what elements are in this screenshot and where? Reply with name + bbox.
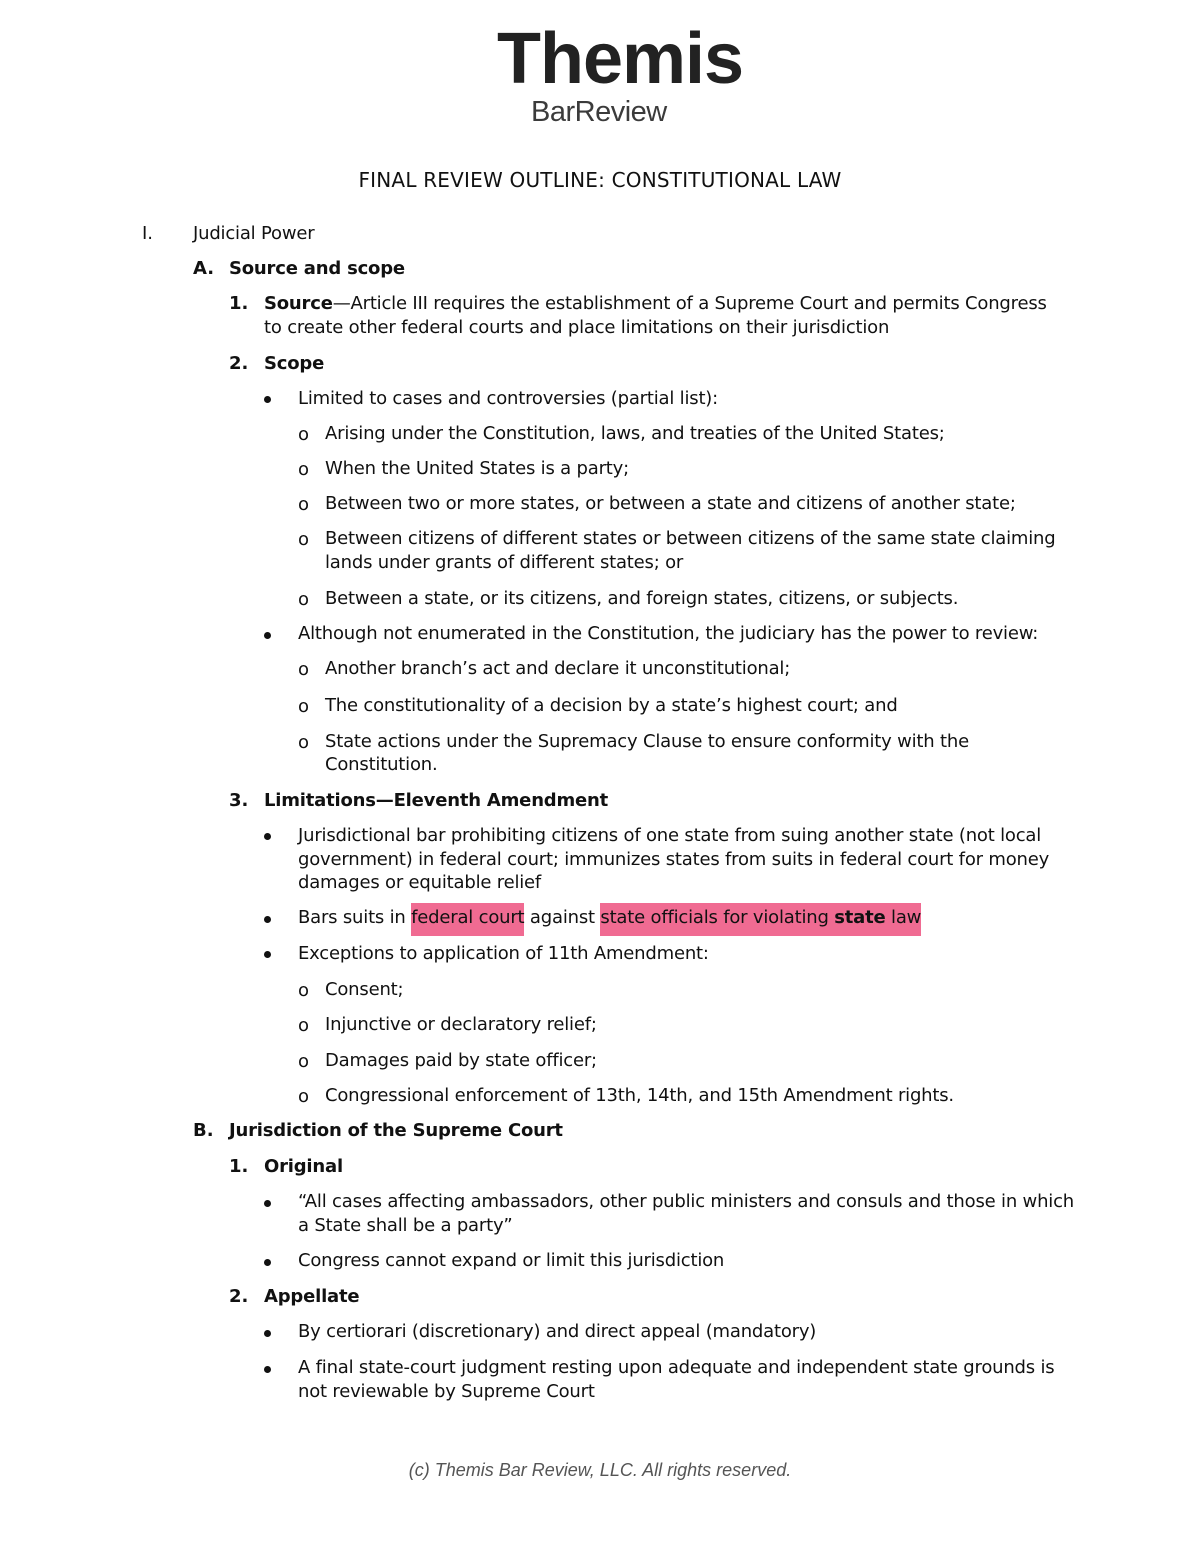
themis-logo xyxy=(497,19,744,128)
bullet-text-continued: damages or equitable relief xyxy=(298,872,542,893)
sub-bullet-icon: o xyxy=(298,980,310,1001)
text-segment: state officials for violating xyxy=(600,907,835,928)
item-label: Scope xyxy=(264,353,325,374)
text-segment: Bars suits in xyxy=(298,907,412,928)
sub-bullet-text: State actions under the Supremacy Clause to ensure conformity with the xyxy=(325,731,969,752)
subsection-letter: A. xyxy=(193,258,215,279)
bullet-text: “All cases affecting ambassadors, other public ministers and consuls and those in which xyxy=(298,1191,1074,1212)
bullet-text: By certiorari (discretionary) and direct appeal (mandatory) xyxy=(298,1321,817,1342)
sub-bullet-icon: o xyxy=(298,424,310,445)
bullet-text: Limited to cases and controversies (partial list): xyxy=(298,388,718,409)
bullet-icon xyxy=(264,1366,271,1373)
sub-bullet-icon: o xyxy=(298,459,310,480)
bold-state: state xyxy=(834,907,886,928)
bullet-text: Congress cannot expand or limit this jurisdiction xyxy=(298,1250,725,1271)
subsection-heading: Jurisdiction of the Supreme Court xyxy=(229,1120,563,1141)
logo-wordmark: Themis xyxy=(497,19,744,99)
item-number: 2. xyxy=(229,1286,249,1307)
sub-bullet-text: Arising under the Constitution, laws, and treaties of the United States; xyxy=(325,423,945,444)
sub-bullet-icon: o xyxy=(298,696,310,717)
section-heading: Judicial Power xyxy=(193,223,315,244)
sub-bullet-icon: o xyxy=(298,659,310,680)
bullet-text: Exceptions to application of 11th Amendment: xyxy=(298,943,709,964)
bullet-icon xyxy=(264,396,271,403)
bullet-icon xyxy=(264,951,271,958)
bullet-text: Although not enumerated in the Constitution, the judiciary has the power to review: xyxy=(298,623,1039,644)
text-segment: against xyxy=(524,907,601,928)
subsection-heading: Source and scope xyxy=(229,258,405,279)
sub-bullet-text: Damages paid by state officer; xyxy=(325,1050,597,1071)
item-text-continued: to create other federal courts and place limitations on their jurisdiction xyxy=(264,317,890,338)
bullet-icon xyxy=(264,1330,271,1337)
item-text xyxy=(264,292,1047,315)
item-number: 3. xyxy=(229,790,249,811)
sub-bullet-text: Injunctive or declaratory relief; xyxy=(325,1014,597,1035)
sub-bullet-icon: o xyxy=(298,529,310,550)
section-number: I. xyxy=(142,223,154,244)
item-label: Limitations—Eleventh Amendment xyxy=(264,790,609,811)
sub-bullet-text: The constitutionality of a decision by a state’s highest court; and xyxy=(325,695,898,716)
bullet-icon xyxy=(264,632,271,639)
item-number: 2. xyxy=(229,353,249,374)
page-title: FINAL REVIEW OUTLINE: CONSTITUTIONAL LAW xyxy=(358,168,842,192)
text-segment: law xyxy=(885,907,922,928)
bullet-icon xyxy=(264,833,271,840)
sub-bullet-icon: o xyxy=(298,732,310,753)
sub-bullet-text: Between a state, or its citizens, and foreign states, citizens, or subjects. xyxy=(325,588,959,609)
item-label: Source xyxy=(264,293,333,314)
subsection-letter: B. xyxy=(193,1120,214,1141)
sub-bullet-icon: o xyxy=(298,589,310,610)
highlight-state-officials xyxy=(600,903,921,936)
item-label: Original xyxy=(264,1156,343,1177)
bullet-icon xyxy=(264,1200,271,1207)
item-number: 1. xyxy=(229,293,249,314)
copyright-footer: (c) Themis Bar Review, LLC. All rights reserved. xyxy=(408,1460,792,1480)
bullet-text: Jurisdictional bar prohibiting citizens of one state from suing another state (not local xyxy=(298,825,1042,846)
sub-bullet-icon: o xyxy=(298,1051,310,1072)
bullet-text-continued: not reviewable by Supreme Court xyxy=(298,1381,595,1402)
bullet-text: A final state-court judgment resting upon adequate and independent state grounds is xyxy=(298,1357,1055,1378)
bullet-text-continued: government) in federal court; immunizes states from suits in federal court for money xyxy=(298,849,1050,870)
sub-bullet-icon: o xyxy=(298,1086,310,1107)
logo-subtitle: BarReview xyxy=(531,96,667,128)
sub-bullet-text: Consent; xyxy=(325,979,404,1000)
sub-bullet-text: Between two or more states, or between a state and citizens of another state; xyxy=(325,493,1016,514)
item-label: Appellate xyxy=(264,1286,360,1307)
bullet-text-continued: a State shall be a party” xyxy=(298,1215,513,1236)
sub-bullet-text-continued: lands under grants of different states; or xyxy=(325,552,684,573)
sub-bullet-text: Another branch’s act and declare it unconstitutional; xyxy=(325,658,791,679)
sub-bullet-text: When the United States is a party; xyxy=(325,458,629,479)
bullet-text-highlighted xyxy=(298,906,921,929)
sub-bullet-icon: o xyxy=(298,1015,310,1036)
bullet-icon xyxy=(264,1259,271,1266)
sub-bullet-text-continued: Constitution. xyxy=(325,754,438,775)
bullet-icon xyxy=(264,916,271,923)
sub-bullet-icon: o xyxy=(298,494,310,515)
item-number: 1. xyxy=(229,1156,249,1177)
item-text-segment: —Article III requires the establishment of a Supreme Court and permits Congress xyxy=(332,293,1047,314)
sub-bullet-text: Congressional enforcement of 13th, 14th, and 15th Amendment rights. xyxy=(325,1085,954,1106)
highlight-federal-court: federal court xyxy=(411,903,524,936)
sub-bullet-text: Between citizens of different states or between citizens of the same state claiming xyxy=(325,528,1056,549)
